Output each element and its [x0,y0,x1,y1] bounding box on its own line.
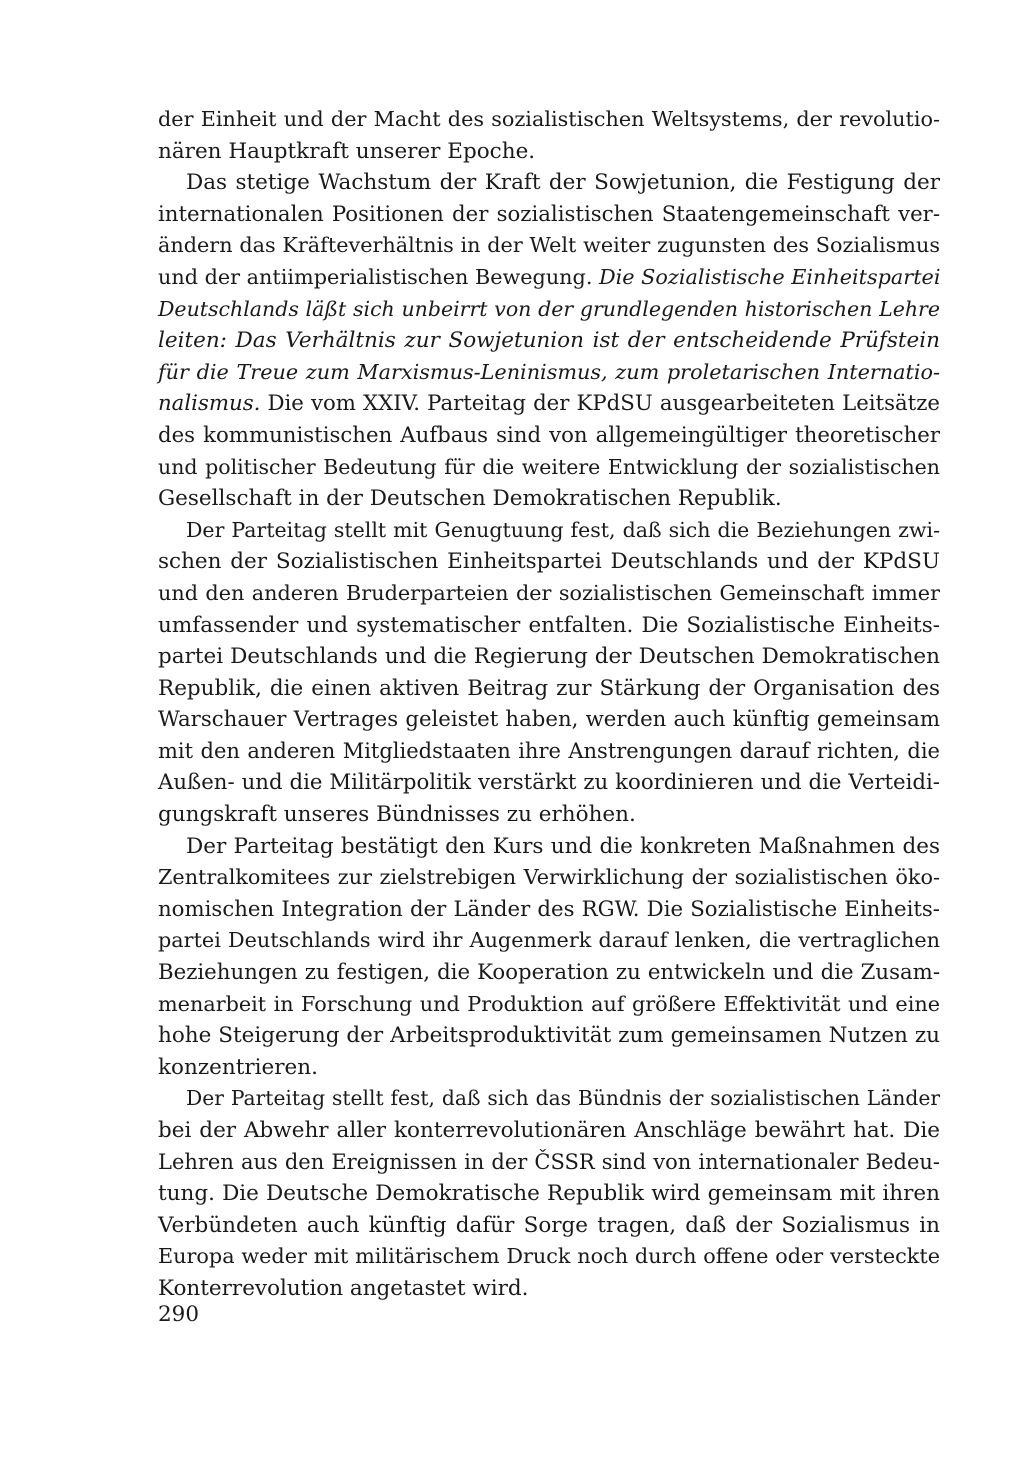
text-segment: Lehren aus den Ereignissen in der ČSSR sind von internationaler Bedeu- [158,1149,940,1174]
text-segment: nomischen Integration der Länder des RGW. Die Sozialistische Einheits- [158,896,940,922]
text-line [158,894,940,926]
text-segment: des kommunistischen Aufbaus sind von allgemeingültiger theoretischer [158,422,940,448]
text-segment: internationalen Positionen der sozialistischen Staatengemeinschaft ver- [158,201,940,227]
text-line [158,1083,940,1115]
text-segment: menarbeit in Forschung und Produktion auf größere Effektivität und eine [158,991,940,1016]
text-line [158,294,940,326]
text-segment: umfassender und systematischer entfalten. Die Sozialistische Einheits- [158,612,940,638]
text-segment: und den anderen Bruderparteien der sozialistischen Gemeinschaft immer [158,580,940,605]
paragraph [158,515,940,831]
emphasized-text: Die Sozialistische Einheitspartei [599,264,941,289]
text-line [158,1273,940,1305]
text-line [158,641,940,673]
paragraph [158,167,940,515]
emphasized-text: nalismus. [158,391,261,417]
text-segment: Europa weder mit militärischem Druck noch durch offene oder versteckte [158,1244,940,1269]
text-segment: Der Parteitag bestätigt den Kurs und die konkreten Maßnahmen des [186,833,940,859]
paragraph [158,1083,940,1304]
text-line [158,546,940,578]
text-line [158,420,940,452]
text-segment: Warschauer Vertrages geleistet haben, werden auch künftig gemeinsam [158,707,940,733]
text-segment: der Einheit und der Macht des sozialistischen Weltsystems, der revolutio- [158,107,940,131]
text-segment: und politischer Bedeutung für die weitere Entwicklung der sozialistischen [158,454,940,479]
text-line [158,515,940,547]
text-segment: und der antiimperialistischen Bewegung. [158,264,600,289]
text-line [158,104,940,136]
text-segment: ändern das Kräfteverhältnis in der Welt weiter zugunsten des Sozialismus [158,233,940,258]
text-segment: Republik, die einen aktiven Beitrag zur Stärkung der Organisation des [158,675,940,701]
text-segment: Beziehungen zu festigen, die Kooperation zu entwickeln und die Zusam- [158,960,940,986]
text-line [158,388,940,420]
text-segment: tung. Die Deutsche Demokratische Republik wird gemeinsam mit ihren [158,1181,940,1207]
text-line [158,1241,940,1273]
text-line [158,610,940,642]
text-line [158,167,940,199]
text-line [158,1210,940,1242]
text-line [158,989,940,1021]
text-segment: gungskraft unseres Bündnisses zu erhöhen. [158,802,636,828]
text-segment: bei der Abwehr aller konterrevolutionären Anschläge bewährt hat. Die [158,1118,940,1143]
text-line [158,230,940,262]
text-line [158,325,940,357]
text-segment: Verbündeten auch künftig dafür Sorge tragen, daß der Sozialismus in [158,1212,940,1238]
text-line [158,483,940,515]
text-segment: mit den anderen Mitgliedstaaten ihre Anstrengungen darauf richten, die [158,738,940,763]
text-segment: hohe Steigerung der Arbeitsproduktivität zum gemeinsamen Nutzen zu [158,1023,940,1049]
text-segment: Außen- und die Militärpolitik verstärkt zu koordinieren und die Verteidi- [158,770,940,796]
text-segment: Zentralkomitees zur zielstrebigen Verwirklichung der sozialistischen öko- [158,865,940,890]
text-line [158,262,940,294]
emphasized-text: leiten: Das Verhältnis zur Sowjetunion ist der entscheidende Prüfstein [158,328,940,354]
text-line [158,862,940,894]
text-line [158,1020,940,1052]
text-line [158,1052,940,1084]
text-line [158,799,940,831]
paragraph [158,831,940,1084]
text-line [158,1115,940,1147]
emphasized-text: für die Treue zum Marxismus-Leninismus, zum proletarischen Internatio- [158,359,940,384]
text-segment: partei Deutschlands wird ihr Augenmerk darauf lenken, die vertraglichen [158,928,940,953]
text-line [158,736,940,768]
text-segment: Konterrevolution angetastet wird. [158,1275,529,1301]
text-line [158,1147,940,1179]
text-segment: Das stetige Wachstum der Kraft der Sowjetunion, die Festigung der [186,170,940,196]
text-line [158,925,940,957]
text-segment: schen der Sozialistischen Einheitspartei Deutschlands und der KPdSU [158,549,940,575]
text-segment: nären Hauptkraft unserer Epoche. [158,138,536,164]
text-segment: partei Deutschlands und die Regierung der Deutschen Demokratischen [158,644,940,670]
text-segment: Gesellschaft in der Deutschen Demokratischen Republik. [158,486,782,512]
body-text [158,104,940,1305]
text-segment: Der Parteitag stellt mit Genugtuung fest, daß sich die Beziehungen zwi- [186,517,940,542]
page-number: 290 [158,1302,200,1327]
text-line [158,831,940,863]
text-line [158,767,940,799]
text-line [158,136,940,168]
text-segment: konzentrieren. [158,1054,318,1080]
text-segment: Der Parteitag stellt fest, daß sich das Bündnis der sozialistischen Länder [186,1086,940,1111]
text-line [158,357,940,389]
text-line [158,199,940,231]
emphasized-text: Deutschlands läßt sich unbeirrt von der grundlegenden historischen Lehre [158,296,940,321]
text-line [158,673,940,705]
text-line [158,452,940,484]
paragraph [158,104,940,167]
text-line [158,704,940,736]
text-line [158,957,940,989]
text-line [158,578,940,610]
text-segment: Die vom XXIV. Parteitag der KPdSU ausgearbeiteten Leitsätze [260,391,940,417]
text-line [158,1178,940,1210]
